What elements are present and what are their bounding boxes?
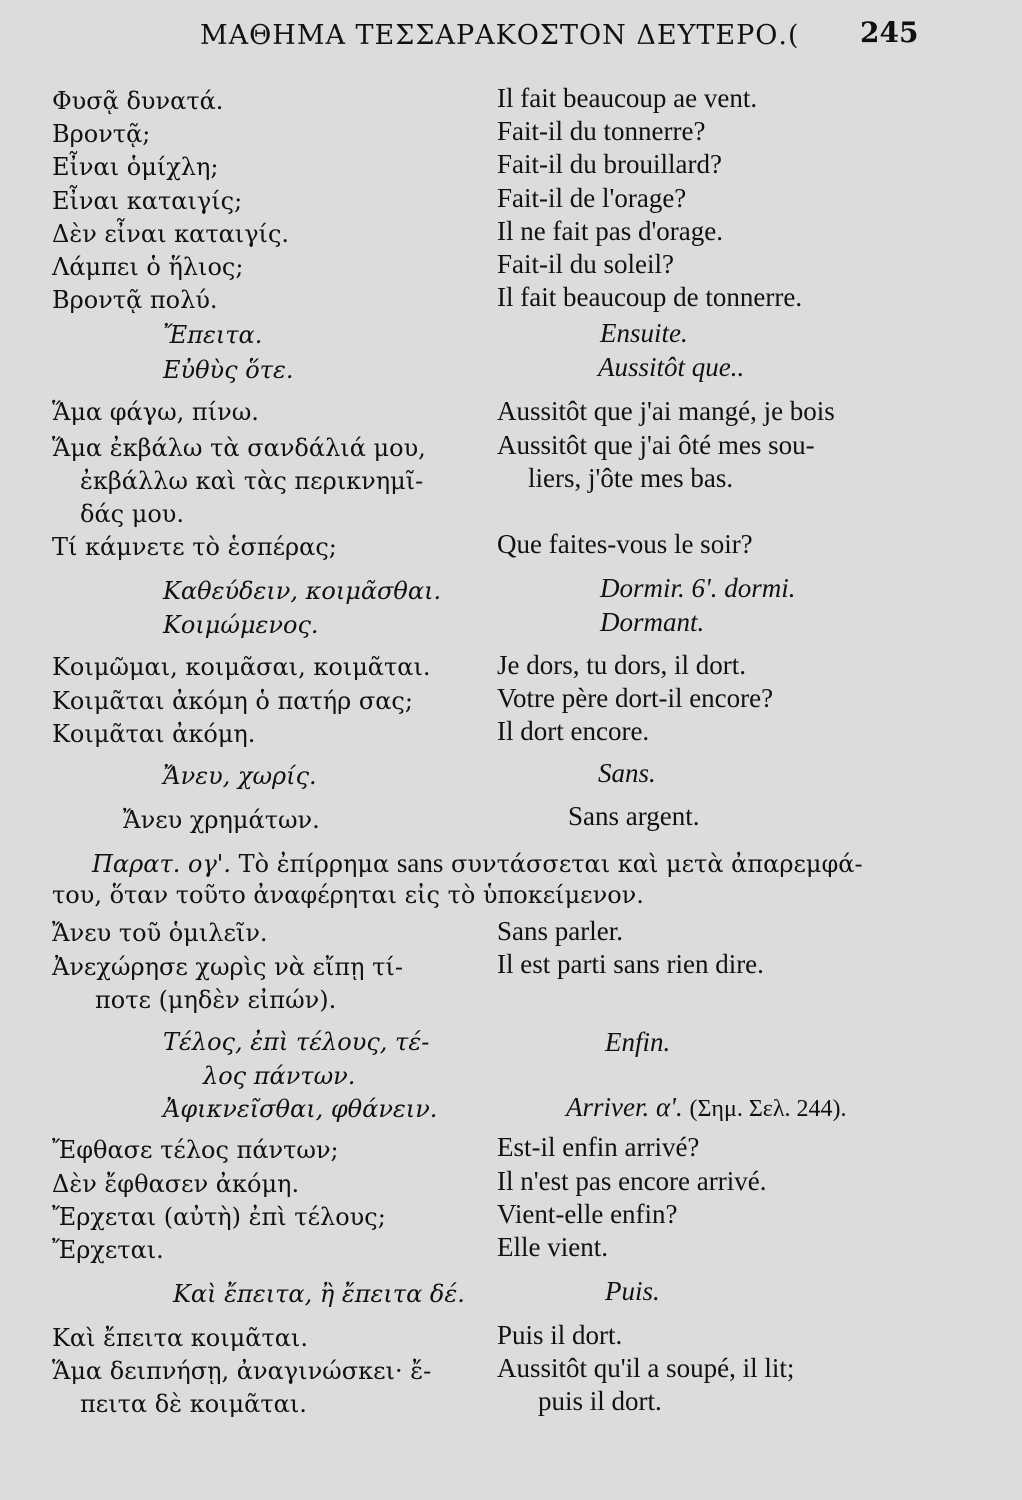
french-line: Sans argent. — [568, 801, 700, 831]
greek-line: ποτε (μηδὲν εἰπών). — [95, 986, 337, 1014]
greek-line: Κοιμῶμαι, κοιμᾶσαι, κοιμᾶται. — [52, 653, 431, 681]
greek-line: Ἔφθασε τέλος πάντων; — [52, 1136, 339, 1164]
french-heading: Dormir. 6'. dormi. — [600, 573, 796, 603]
greek-line: Εἶναι καταιγίς; — [52, 187, 243, 215]
french-line: Est-il enfin arrivé? — [497, 1132, 700, 1162]
greek-line: Ἅμα ἐκβάλω τὰ σανδάλιά μου, — [52, 434, 426, 462]
french-line: Je dors, tu dors, il dort. — [497, 650, 746, 680]
running-head-title: ΜΑΘΗΜΑ ΤΕΣΣΑΡΑΚΟΣΤΟΝ ΔΕΥΤΕΡΟ.( — [200, 20, 800, 51]
french-line: Aussitôt que j'ai ôté mes sou- — [497, 430, 815, 460]
greek-line: Ἅμα δειπνήσῃ, ἀναγινώσκει· ἔ- — [52, 1357, 432, 1385]
french-line: Aussitôt que j'ai mangé, je bois — [497, 396, 835, 426]
french-verb: Arriver. α'. — [566, 1092, 683, 1122]
greek-line: Δὲν εἶναι καταιγίς. — [52, 220, 290, 248]
greek-line: Ἀνεχώρησε χωρὶς νὰ εἴπῃ τί- — [52, 953, 403, 981]
french-line: Il est parti sans rien dire. — [497, 949, 764, 979]
greek-heading: λος πάντων. — [203, 1062, 356, 1090]
greek-line: Καὶ ἔπειτα κοιμᾶται. — [52, 1324, 308, 1352]
greek-line: Ἅμα φάγω, πίνω. — [52, 398, 259, 426]
french-line: Il fait beaucoup ae vent. — [497, 83, 758, 113]
french-line: Aussitôt qu'il a soupé, il lit; — [497, 1353, 795, 1383]
note-label: Παρατ. ογ'. — [92, 850, 232, 878]
greek-line: Ἄνευ τοῦ ὁμιλεῖν. — [52, 919, 268, 947]
note-line: του, ὅταν τοῦτο ἀναφέρηται εἰς τὸ ὑποκείμενον. — [52, 881, 644, 909]
greek-line: Φυσᾷ δυνατά. — [52, 87, 224, 115]
french-line: Fait-il du tonnerre? — [497, 116, 706, 146]
greek-line: Τί κάμνετε τὸ ἑσπέρας; — [52, 533, 337, 561]
greek-line: Βροντᾷ; — [52, 120, 151, 148]
note-text: Τὸ ἐπίρρημα — [238, 850, 390, 878]
french-heading: Ensuite. — [600, 318, 688, 348]
french-line: Sans parler. — [497, 916, 623, 946]
greek-line: δάς μου. — [80, 500, 184, 528]
greek-heading: Τέλος, ἐπὶ τέλους, τέ- — [163, 1028, 430, 1056]
greek-line: Βροντᾷ πολύ. — [52, 286, 218, 314]
french-heading: Aussitôt que.. — [598, 352, 745, 382]
greek-heading: Καὶ ἔπειτα, ἢ ἔπειτα δέ. — [173, 1280, 465, 1308]
note-line — [92, 848, 863, 879]
french-line: Vient-elle enfin? — [497, 1199, 678, 1229]
greek-heading: Ἀφικνεῖσθαι, φθάνειν. — [163, 1095, 438, 1123]
french-heading: Puis. — [605, 1276, 660, 1306]
french-line: Puis il dort. — [497, 1320, 623, 1350]
greek-line: πειτα δὲ κοιμᾶται. — [80, 1390, 307, 1418]
french-line: Il fait beaucoup de tonnerre. — [497, 282, 803, 312]
cross-reference: (Σημ. Σελ. 244). — [689, 1096, 847, 1122]
greek-line: Ἄνευ χρημάτων. — [123, 806, 320, 834]
french-line: Fait-il du soleil? — [497, 249, 674, 279]
french-heading: Sans. — [598, 758, 656, 788]
greek-heading: Κοιμώμενος. — [163, 611, 319, 639]
greek-heading: Ἔπειτα. — [163, 321, 263, 349]
french-line: Il ne fait pas d'orage. — [497, 216, 724, 246]
french-line: Elle vient. — [497, 1232, 608, 1262]
greek-line: Εἶναι ὁμίχλη; — [52, 153, 219, 181]
greek-line: ἐκβάλλω καὶ τὰς περικνημῖ- — [80, 467, 424, 495]
page-number: 245 — [860, 16, 919, 49]
french-line: Il n'est pas encore arrivé. — [497, 1166, 767, 1196]
french-line: Il dort encore. — [497, 716, 650, 746]
greek-heading: Ἄνευ, χωρίς. — [163, 762, 317, 790]
note-french-word: sans — [396, 848, 444, 878]
greek-line: Δὲν ἔφθασεν ἀκόμη. — [52, 1170, 300, 1198]
greek-line: Κοιμᾶται ἀκόμη ὁ πατήρ σας; — [52, 687, 413, 715]
greek-line: Κοιμᾶται ἀκόμη. — [52, 720, 256, 748]
french-line: Votre père dort-il encore? — [497, 683, 774, 713]
french-line: Fait-il du brouillard? — [497, 149, 722, 179]
french-line: liers, j'ôte mes bas. — [528, 463, 734, 493]
note-text: συντάσσεται καὶ μετὰ ἀπαρεμφά- — [451, 850, 863, 878]
french-line: puis il dort. — [538, 1386, 662, 1416]
greek-heading: Καθεύδειν, κοιμᾶσθαι. — [163, 577, 442, 605]
greek-heading: Εὐθὺς ὅτε. — [163, 356, 294, 384]
greek-line: Ἔρχεται. — [52, 1236, 164, 1264]
greek-line: Ἔρχεται (αὐτὴ) ἐπὶ τέλους; — [52, 1203, 386, 1231]
french-heading — [566, 1092, 847, 1124]
french-heading: Enfin. — [605, 1027, 671, 1057]
greek-line: Λάμπει ὁ ἥλιος; — [52, 253, 244, 281]
french-line: Fait-il de l'orage? — [497, 183, 687, 213]
french-heading: Dormant. — [600, 607, 705, 637]
french-line: Que faites-vous le soir? — [497, 529, 753, 559]
